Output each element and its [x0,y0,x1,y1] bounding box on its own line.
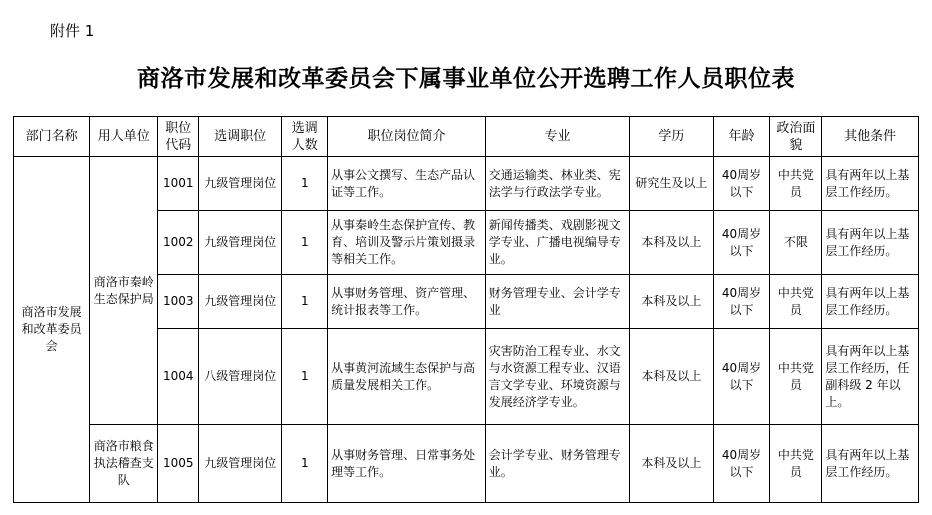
desc-cell: 从事财务管理、资产管理、统计报表等工作。 [328,275,486,329]
desc-cell: 从事财务管理、日常事务处理等工作。 [328,425,486,503]
other-cell: 具有两年以上基层工作经历，任副科级 2 年以上。 [822,329,919,425]
age-cell: 40周岁以下 [713,275,770,329]
position-cell: 九级管理岗位 [199,425,282,503]
header-cell: 专业 [485,117,629,157]
age-cell: 40周岁以下 [713,425,770,503]
position-cell: 九级管理岗位 [199,211,282,275]
unit-cell: 商洛市秦岭生态保护局 [90,157,158,425]
code-cell: 1002 [158,211,199,275]
header-cell: 政治面貌 [770,117,822,157]
major-cell: 灾害防治工程专业、水文与水资源工程专业、汉语言文学专业、环境资源与发展经济学专业。 [485,329,629,425]
code-cell: 1001 [158,157,199,211]
party-cell: 不限 [770,211,822,275]
table-row [14,157,919,211]
position-cell: 八级管理岗位 [199,329,282,425]
party-cell: 中共党员 [770,275,822,329]
desc-cell: 从事秦岭生态保护宣传、教育、培训及警示片策划摄录等相关工作。 [328,211,486,275]
age-cell: 40周岁以下 [713,211,770,275]
code-cell: 1003 [158,275,199,329]
count-cell: 1 [282,275,328,329]
page-title: 商洛市发展和改革委员会下属事业单位公开选聘工作人员职位表 [137,65,795,92]
count-cell: 1 [282,211,328,275]
major-cell: 财务管理专业、会计学专业 [485,275,629,329]
header-cell: 其他条件 [822,117,919,157]
header-row [14,117,919,157]
other-cell: 具有两年以上基层工作经历。 [822,157,919,211]
party-cell: 中共党员 [770,425,822,503]
header-cell: 用人单位 [90,117,158,157]
count-cell: 1 [282,329,328,425]
desc-cell: 从事公文撰写、生态产品认证等工作。 [328,157,486,211]
header-cell: 选调人数 [282,117,328,157]
count-cell: 1 [282,425,328,503]
unit-cell: 商洛市粮食执法稽查支队 [90,425,158,503]
other-cell: 具有两年以上基层工作经历。 [822,211,919,275]
table-row [14,425,919,503]
party-cell: 中共党员 [770,157,822,211]
edu-cell: 研究生及以上 [630,157,713,211]
other-cell: 具有两年以上基层工作经历。 [822,425,919,503]
major-cell: 新闻传播类、戏剧影视文学专业、广播电视编导专业。 [485,211,629,275]
major-cell: 交通运输类、林业类、宪法学与行政法学专业。 [485,157,629,211]
position-cell: 九级管理岗位 [199,275,282,329]
position-cell: 九级管理岗位 [199,157,282,211]
header-cell: 职位岗位简介 [328,117,486,157]
other-cell: 具有两年以上基层工作经历。 [822,275,919,329]
code-cell: 1005 [158,425,199,503]
attachment-label: 附件 1 [50,22,95,40]
header-cell: 选调职位 [199,117,282,157]
edu-cell: 本科及以上 [630,275,713,329]
count-cell: 1 [282,157,328,211]
desc-cell: 从事黄河流域生态保护与高质量发展相关工作。 [328,329,486,425]
edu-cell: 本科及以上 [630,425,713,503]
header-cell: 部门名称 [14,117,90,157]
department-cell: 商洛市发展和改革委员会 [14,157,90,503]
edu-cell: 本科及以上 [630,329,713,425]
party-cell: 中共党员 [770,329,822,425]
header-cell: 学历 [630,117,713,157]
age-cell: 40周岁以下 [713,157,770,211]
age-cell: 40周岁以下 [713,329,770,425]
edu-cell: 本科及以上 [630,211,713,275]
code-cell: 1004 [158,329,199,425]
header-cell: 职位代码 [158,117,199,157]
position-table [13,116,919,503]
major-cell: 会计学专业、财务管理专业。 [485,425,629,503]
header-cell: 年龄 [713,117,770,157]
